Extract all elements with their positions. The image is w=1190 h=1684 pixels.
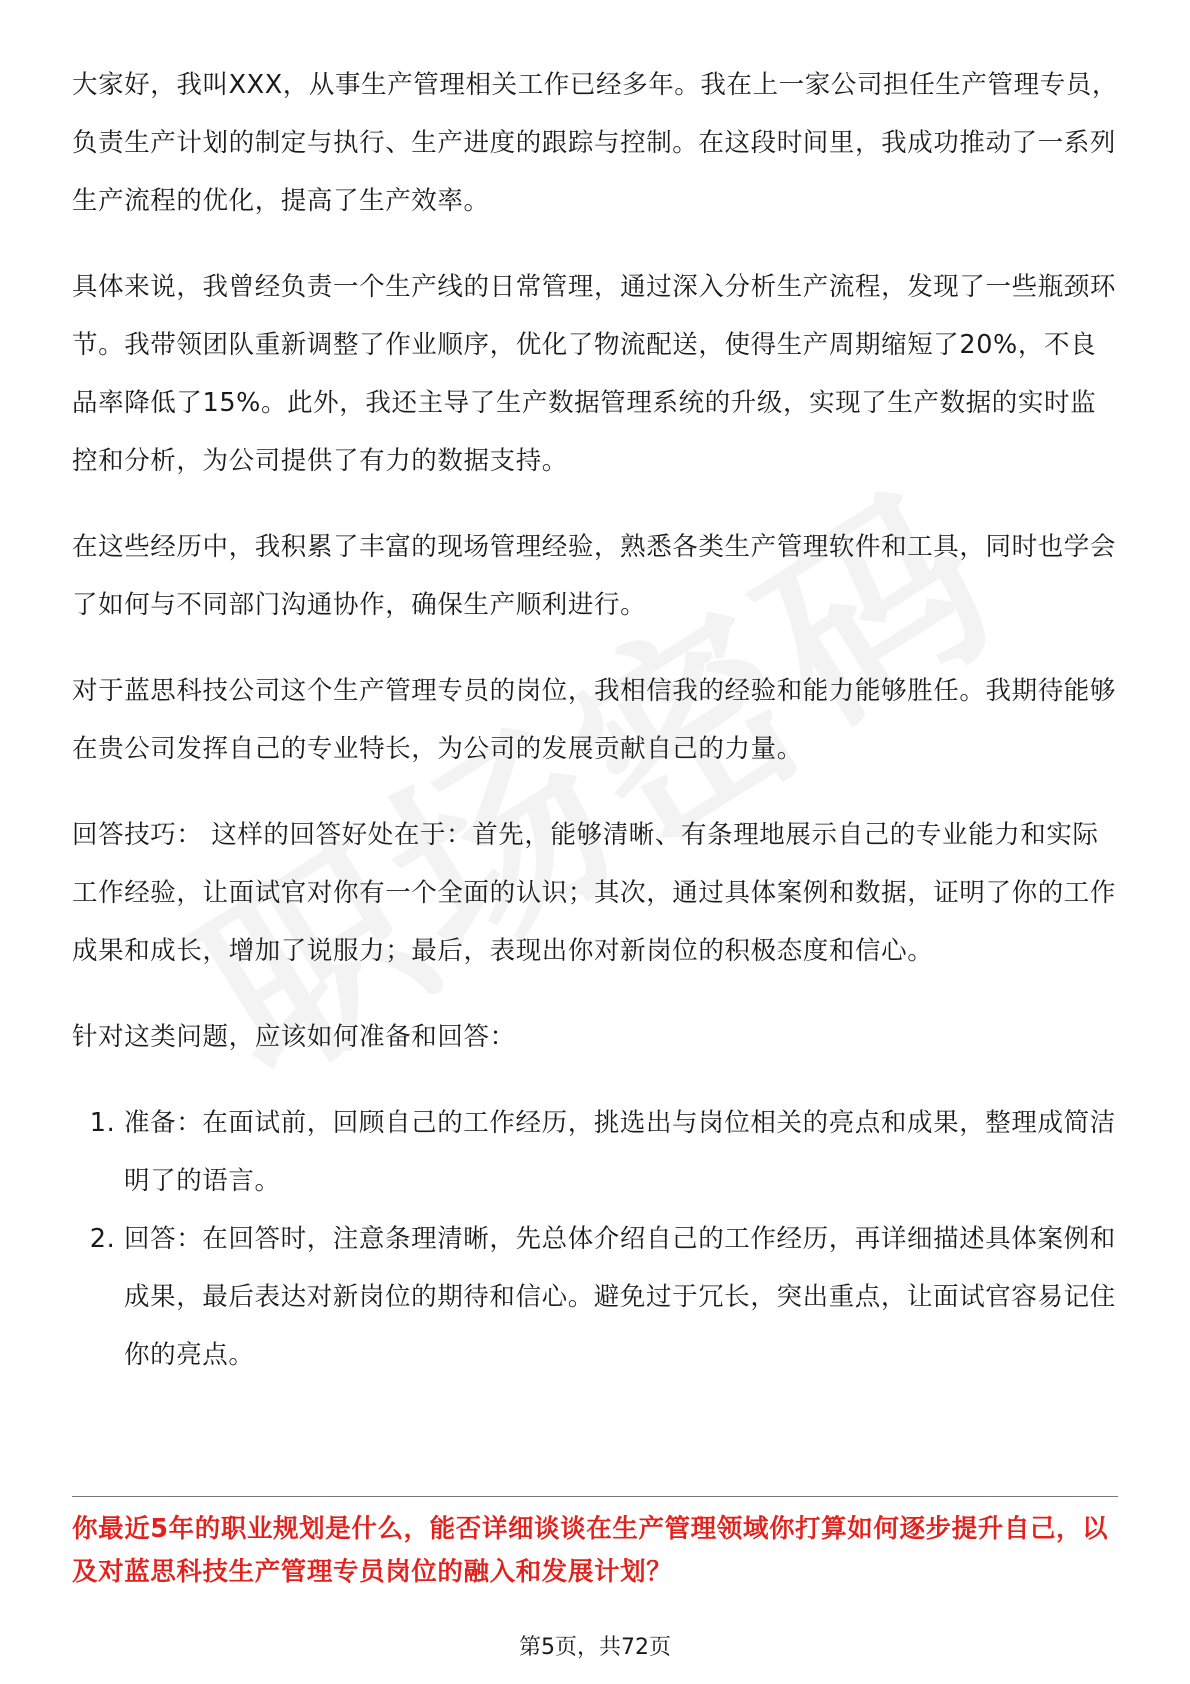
list-item-answer: 2. 回答：在回答时，注意条理清晰，先总体介绍自己的工作经历，再详细描述具体案例和成果，最后表达对新岗位的期待和信心。避免过于冗长，突出重点，让面试官容易记住你的亮点。 [124,1210,1118,1384]
next-question-heading: 你最近5年的职业规划是什么，能否详细谈谈在生产管理领域你打算如何逐步提升自己，以及对蓝思科技生产管理专员岗位的融入和发展计划？ [72,1514,1109,1587]
paragraph-motivation: 对于蓝思科技公司这个生产管理专员的岗位，我相信我的经验和能力能够胜任。我期待能够在贵公司发挥自己的专业特长，为公司的发展贡献自己的力量。 [72,676,1117,764]
paragraph-experience: 在这些经历中，我积累了丰富的现场管理经验，熟悉各类生产管理软件和工具，同时也学会了如何与不同部门沟通协作，确保生产顺利进行。 [72,532,1117,620]
paragraph-intro: 大家好，我叫XXX，从事生产管理相关工作已经多年。我在上一家公司担任生产管理专员，负责生产计划的制定与执行、生产进度的跟踪与控制。在这段时间里，我成功推动了一系列生产流程的优化，提高了生产效率。 [72,70,1119,216]
page-number: 第5页，共72页 [519,1635,671,1660]
page-body [72,56,1118,1384]
list-item-prepare: 1. 准备：在面试前，回顾自己的工作经历，挑选出与岗位相关的亮点和成果，整理成简洁明了的语言。 [124,1094,1118,1210]
steps-list [72,1094,1118,1384]
section-divider [72,1496,1118,1497]
paragraph-details: 具体来说，我曾经负责一个生产线的日常管理，通过深入分析生产流程，发现了一些瓶颈环节。我带领团队重新调整了作业顺序，优化了物流配送，使得生产周期缩短了20%，不良品率降低了15%。此外，我还主导了生产数据管理系统的升级，实现了生产数据的实时监控和分析，为公司提供了有力的数据支持。 [72,272,1117,476]
paragraph-tips: 回答技巧： 这样的回答好处在于：首先，能够清晰、有条理地展示自己的专业能力和实际工作经验，让面试官对你有一个全面的认识；其次，通过具体案例和数据，证明了你的工作成果和成长，增加了说服力；最后，表现出你对新岗位的积极态度和信心。 [72,820,1117,966]
prep-heading: 针对这类问题，应该如何准备和回答： [72,1022,516,1052]
